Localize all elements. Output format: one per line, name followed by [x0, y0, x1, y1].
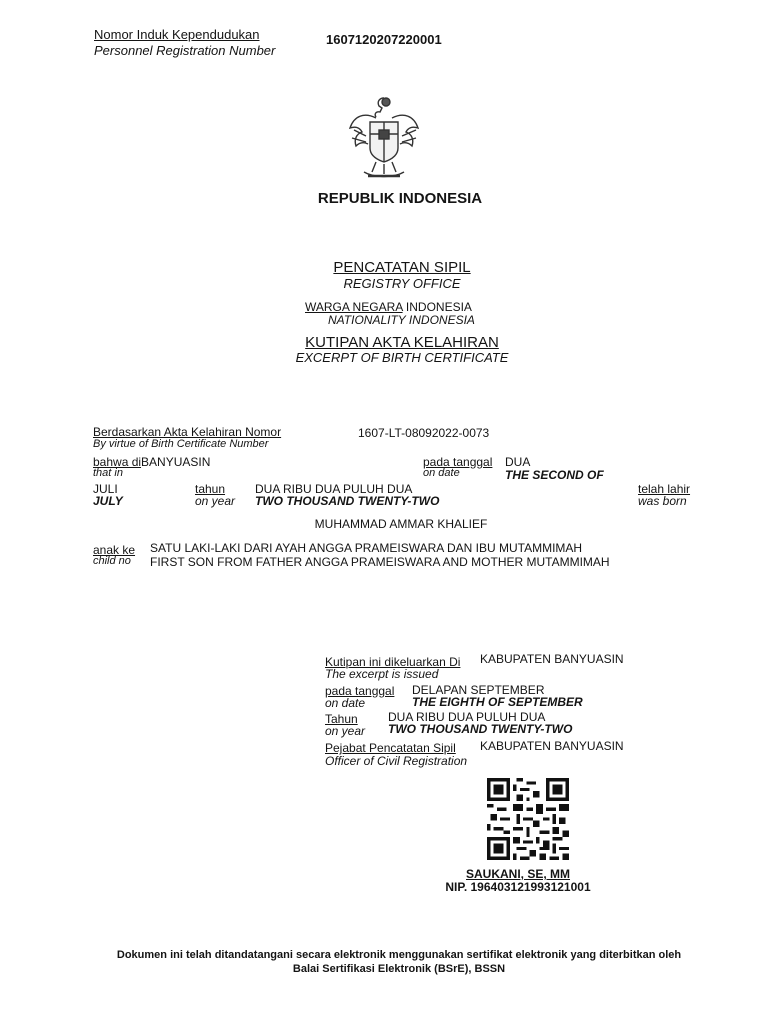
issue-year-value: DUA RIBU DUA PULUH DUA [388, 710, 546, 724]
child-value: SATU LAKI-LAKI DARI AYAH ANGGA PRAMEISWARA DAN IBU MUTAMMIMAH [150, 541, 583, 555]
footer-line-1: Dokumen ini telah ditandatangani secara elektronik menggunakan sertifikat elektronik yang diterbitkan oleh [116, 949, 682, 961]
office-title-en: REGISTRY OFFICE [343, 276, 461, 291]
nationality-label-en: NATIONALITY [328, 313, 406, 327]
office-title: PENCATATAN SIPIL [333, 259, 471, 276]
place-label: bahwa di [93, 455, 142, 469]
child-value-en: FIRST SON FROM FATHER ANGGA PRAMEISWARA AND MOTHER MUTAMMIMAH [150, 555, 610, 569]
place-label-en: that in [93, 467, 123, 479]
garuda-emblem-icon [346, 92, 422, 184]
born-label-en: was born [638, 494, 687, 508]
nationality-label: WARGA NEGARA [305, 300, 403, 314]
issue-year-label: Tahun [325, 712, 358, 726]
cert-label: Berdasarkan Akta Kelahiran Nomor [93, 425, 282, 439]
issue-date-label: pada tanggal [325, 684, 395, 698]
qr-code-icon [486, 778, 570, 860]
signatory-nip: NIP. 196403121993121001 [445, 880, 591, 894]
officer-label-en: Officer of Civil Registration [325, 754, 468, 768]
nik-label-en: Personnel Registration Number [94, 43, 276, 58]
year-value: DUA RIBU DUA PULUH DUA [255, 482, 413, 496]
day-value: DUA [505, 455, 531, 469]
issue-date-value: DELAPAN SEPTEMBER [412, 683, 545, 697]
issue-year-value-en: TWO THOUSAND TWENTY-TWO [388, 722, 573, 736]
signatory-name: SAUKANI, SE, MM [465, 867, 571, 881]
nationality-value-en: INDONESIA [408, 313, 475, 327]
officer-value: KABUPATEN BANYUASIN [480, 739, 624, 753]
nik-value: 1607120207220001 [326, 32, 442, 47]
document-title-en: EXCERPT OF BIRTH CERTIFICATE [295, 350, 509, 365]
year-value-en: TWO THOUSAND TWENTY-TWO [255, 494, 440, 508]
issue-date-label-en: on date [325, 696, 366, 710]
nik-label: Nomor Induk Kependudukan [94, 27, 260, 42]
child-label-en: child no [93, 555, 131, 567]
issue-year-label-en: on year [325, 724, 366, 738]
footer-line-2: Balai Sertifikasi Elektronik (BSrE), BSSN [292, 963, 506, 975]
year-label: tahun [195, 482, 226, 496]
nationality-row-en [328, 313, 475, 327]
child-label: anak ke [93, 543, 136, 557]
nationality-value: INDONESIA [405, 300, 472, 314]
date-label: pada tanggal [423, 455, 493, 469]
cert-number: 1607-LT-08092022-0073 [358, 426, 490, 440]
place-value: BANYUASIN [141, 455, 211, 469]
child-name: MUHAMMAD AMMAR KHALIEF [314, 517, 488, 531]
cert-label-en: By virtue of Birth Certificate Number [93, 438, 269, 450]
day-value-en: THE SECOND OF [505, 468, 604, 482]
month-value: JULI [93, 482, 118, 496]
issued-label: Kutipan ini dikeluarkan Di [325, 655, 461, 669]
month-value-en: JULY [93, 494, 123, 508]
issued-label-en: The excerpt is issued [325, 667, 439, 681]
date-label-en: on date [423, 467, 460, 479]
document-title: KUTIPAN AKTA KELAHIRAN [305, 334, 499, 351]
country-title: REPUBLIK INDONESIA [317, 190, 483, 207]
issue-date-value-en: THE EIGHTH OF SEPTEMBER [412, 695, 583, 709]
officer-label: Pejabat Pencatatan Sipil [325, 741, 456, 755]
born-label: telah lahir [638, 482, 691, 496]
issued-value: KABUPATEN BANYUASIN [480, 652, 624, 666]
year-label-en: on year [195, 494, 236, 508]
nationality-row [305, 300, 472, 314]
